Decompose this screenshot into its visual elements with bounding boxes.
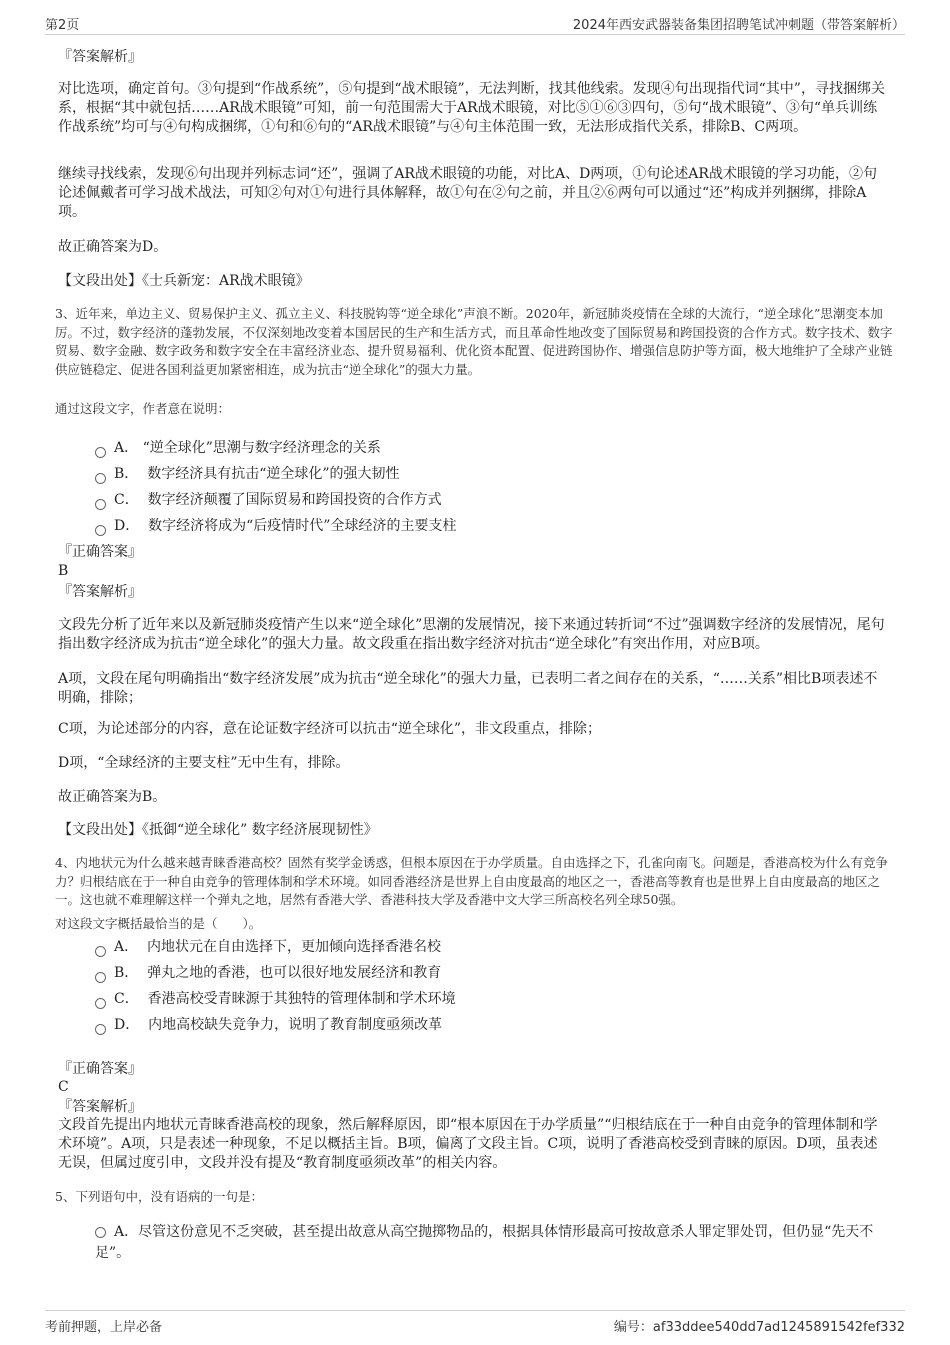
q2-conclusion: 故正确答案为D。 <box>58 239 168 255</box>
q4-answer: C <box>58 1079 69 1095</box>
page-header <box>45 12 905 35</box>
radio-icon[interactable] <box>95 525 106 536</box>
document-id: 编号：af33ddee540dd7ad1245891542fef332 <box>613 1320 905 1335</box>
q3-option-b[interactable]: B． 数字经济具有抗击“逆全球化”的强大韧性 <box>95 461 456 487</box>
radio-icon[interactable] <box>95 473 106 484</box>
q3-analysis-3: C项，为论述部分的内容，意在论证数字经济可以抗击“逆全球化”，非文段重点，排除； <box>58 721 602 737</box>
q4-analysis-1: 文段首先提出内地状元青睐香港高校的现象，然后解释原因，即“根本原因在于办学质量”“归根结底在于一种自由竞争的管理体制和学术环境”。A项，只是表述一种现象，不足以概括主旨。B项，偏离了文段主旨。C项，说明了香港高校受到青睐的原因。D项，虽表述无误，但属过度引申，文段并没有提及“教育制度亟须改革”的相关内容。 <box>58 1117 878 1171</box>
radio-icon[interactable] <box>95 499 106 510</box>
q3-option-c[interactable]: C． 数字经济颠覆了国际贸易和跨国投资的合作方式 <box>95 487 456 513</box>
q3-answer: B <box>58 563 69 579</box>
q2-analysis-para1: 对比选项，确定首句。③句提到“作战系统”，⑤句提到“战术眼镜”，无法判断，找其他线索。发现④句出现指代词“其中”，寻找捆绑关系，根据“其中就包括……AR战术眼镜”可知，前一句范围需大于AR战术眼镜，对比⑤①⑥③四句，⑤句“战术眼镜”、③句“单兵训练作战系统”均可与④句构成捆绑，①句和⑥句的“AR战术眼镜”与④句主体范围一致，无法形成指代关系，排除B、C两项。 <box>58 81 885 135</box>
q3-options <box>95 435 456 539</box>
radio-icon[interactable] <box>95 946 106 957</box>
radio-icon[interactable] <box>95 1024 106 1035</box>
radio-icon[interactable] <box>95 972 106 983</box>
page-number: 第2页 <box>45 18 80 33</box>
q2-source: 【文段出处】《士兵新宠：AR战术眼镜》 <box>58 273 310 289</box>
radio-icon[interactable] <box>95 1227 106 1238</box>
q3-analysis-1: 文段先分析了近年来以及新冠肺炎疫情产生以来“逆全球化”思潮的发展情况，接下来通过转折词“不过”强调数字经济的发展情况，尾句指出数字经济成为抗击“逆全球化”的强大力量。故文段重在指出数字经济对抗击“逆全球化”有突出作用，对应B项。 <box>58 617 885 652</box>
q4-option-c[interactable]: C． 香港高校受青睐源于其独特的管理体制和学术环境 <box>95 986 456 1012</box>
q3-option-a[interactable]: A． “逆全球化”思潮与数字经济理念的关系 <box>95 435 456 461</box>
q3-analysis-label: 『答案解析』 <box>58 584 142 600</box>
q4-stem: 4、内地状元为什么越来越青睐香港高校？固然有奖学金诱惑，但根本原因在于办学质量。自由选择之下，孔雀向南飞。问题是，香港高校为什么有竞争力？归根结底在于一种自由竞争的管理体制和学术环境。如同香港经济是世界上自由度最高的地区之一，香港高等教育也是世界上自由度最高的地区之一。这也就不难理解这样一个弹丸之地，居然有香港大学、香港科技大学及香港中文大学三所高校名列全球50强。 <box>55 855 888 907</box>
q5-option-a[interactable]: A．尽管这份意见不乏突破，甚至提出故意从高空抛掷物品的，根据具体情形最高可按故意杀人罪定罪处罚，但仍显“先天不足”。 <box>95 1224 874 1261</box>
q4-options <box>95 934 456 1038</box>
document-title: 2024年西安武器装备集团招聘笔试冲刺题（带答案解析） <box>572 18 905 33</box>
q2-analysis-para2: 继续寻找线索，发现⑥句出现并列标志词“还”，强调了AR战术眼镜的功能，对比A、D两项，①句论述AR战术眼镜的学习功能，②句论述佩戴者可学习战术战法，可知②句对①句进行具体解释，故①句在②句之前，并且②⑥两句可以通过“还”构成并列捆绑，排除A项。 <box>58 166 877 220</box>
q4-option-d[interactable]: D． 内地高校缺失竞争力，说明了教育制度亟须改革 <box>95 1012 456 1038</box>
q4-analysis-label: 『答案解析』 <box>58 1099 142 1115</box>
q3-question: 通过这段文字，作者意在说明： <box>55 401 231 416</box>
q2-analysis-label: 『答案解析』 <box>58 49 142 65</box>
q4-option-a[interactable]: A． 内地状元在自由选择下，更加倾向选择香港名校 <box>95 934 456 960</box>
q4-question: 对这段文字概括最恰当的是（ ）。 <box>55 916 262 931</box>
q3-analysis-4: D项，“全球经济的主要支柱”无中生有，排除。 <box>58 755 350 771</box>
q4-answer-label: 『正确答案』 <box>58 1061 142 1077</box>
radio-icon[interactable] <box>95 998 106 1009</box>
q3-analysis-2: A项，文段在尾句明确指出“数字经济发展”成为抗击“逆全球化”的强大力量，已表明二者之间存在的关系，“……关系”相比B项表述不明确，排除； <box>58 671 878 706</box>
q3-stem: 3、近年来，单边主义、贸易保护主义、孤立主义、科技脱钩等“逆全球化”声浪不断。2020年，新冠肺炎疫情在全球的大流行，“逆全球化”思潮变本加厉。不过，数字经济的蓬勃发展，不仅深刻地改变着本国居民的生产和生活方式，而且革命性地改变了国际贸易和跨国投资的合作方式。数字技术、数字贸易、数字金融、数字政务和数字安全在丰富经济业态、提升贸易福利、优化资本配置、促进跨国协作、增强信息防护等方面，极大地维护了全球产业链供应链稳定、促进各国利益更加紧密相连，成为抗击“逆全球化”的强大力量。 <box>55 306 893 377</box>
q4-option-b[interactable]: B． 弹丸之地的香港，也可以很好地发展经济和教育 <box>95 960 456 986</box>
footer-slogan: 考前押题，上岸必备 <box>45 1320 163 1335</box>
page-footer <box>45 1310 905 1337</box>
q3-conclusion: 故正确答案为B。 <box>58 789 167 805</box>
q3-source: 【文段出处】《抵御“逆全球化” 数字经济展现韧性》 <box>58 822 378 838</box>
radio-icon[interactable] <box>95 447 106 458</box>
q3-answer-label: 『正确答案』 <box>58 544 142 560</box>
q3-option-d[interactable]: D． 数字经济将成为“后疫情时代”全球经济的主要支柱 <box>95 513 456 539</box>
q5-stem: 5、下列语句中，没有语病的一句是： <box>55 1189 263 1204</box>
